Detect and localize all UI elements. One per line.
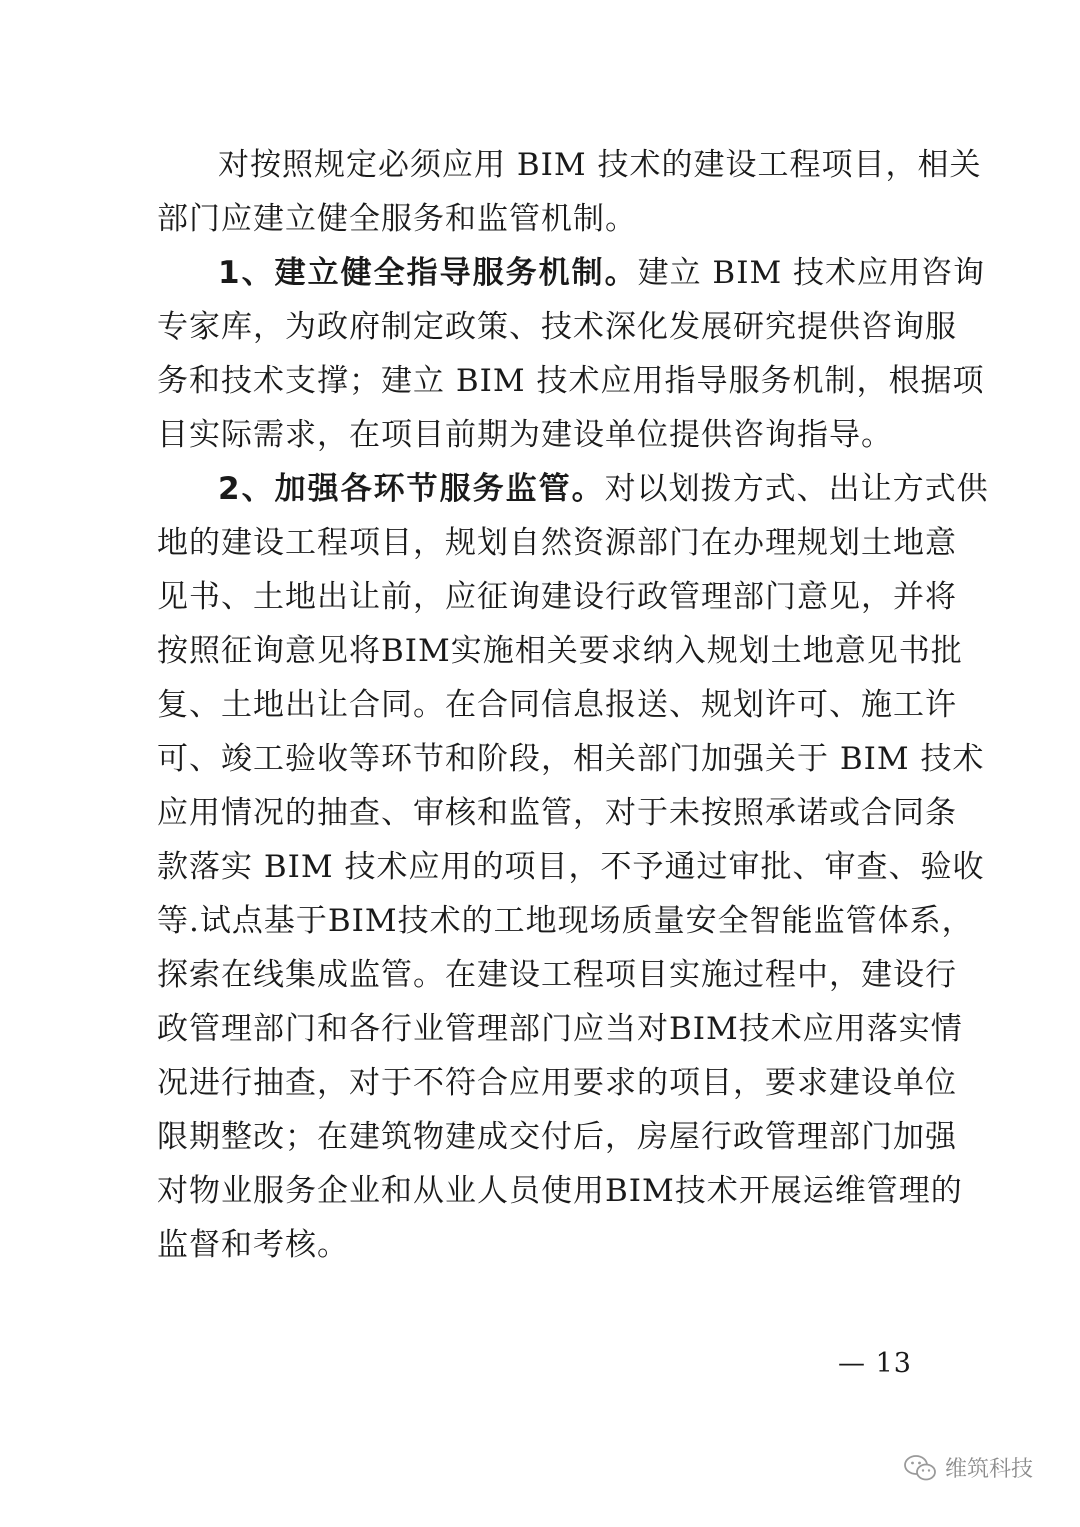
watermark-text: 维筑科技 bbox=[945, 1457, 1034, 1482]
text-line bbox=[157, 246, 986, 300]
text-line: 应用情况的抽查、审核和监管，对于未按照承诺或合同条 bbox=[157, 795, 957, 831]
text-line: 政管理部门和各行业管理部门应当对BIM技术应用落实情 bbox=[157, 1011, 963, 1047]
source-watermark bbox=[903, 1452, 1033, 1483]
text-line: 况进行抽查，对于不符合应用要求的项目，要求建设单位 bbox=[157, 1065, 957, 1101]
text-line bbox=[157, 462, 989, 516]
text-line: 款落实 BIM 技术应用的项目，不予通过审批、审查、验收 bbox=[157, 849, 985, 885]
page-number: — 13 bbox=[838, 1348, 912, 1379]
text-line: 对物业服务企业和从业人员使用BIM技术开展运维管理的 bbox=[157, 1173, 963, 1209]
document-body bbox=[157, 138, 989, 1272]
section-heading: 2、加强各环节服务监管。 bbox=[218, 471, 605, 507]
text-line: 地的建设工程项目，规划自然资源部门在办理规划土地意 bbox=[157, 525, 957, 561]
text-line: 监督和考核。 bbox=[157, 1227, 349, 1263]
text-line: 部门应建立健全服务和监管机制。 bbox=[157, 201, 637, 237]
text-line: 对按照规定必须应用 BIM 技术的建设工程项目，相关 bbox=[218, 147, 982, 183]
text-line: 按照征询意见将BIM实施相关要求纳入规划土地意见书批 bbox=[157, 633, 963, 669]
text-line: 可、竣工验收等环节和阶段，相关部门加强关于 BIM 技术 bbox=[157, 741, 985, 777]
section-heading: 1、建立健全指导服务机制。 bbox=[218, 255, 638, 291]
heading-line-rest: 对以划拨方式、出让方式供 bbox=[604, 471, 989, 507]
text-line: 务和技术支撑；建立 BIM 技术应用指导服务机制，根据项 bbox=[157, 363, 985, 399]
text-line: 等.试点基于BIM技术的工地现场质量安全智能监管体系， bbox=[157, 903, 974, 939]
text-line: 限期整改；在建筑物建成交付后，房屋行政管理部门加强 bbox=[157, 1119, 957, 1155]
text-line: 见书、土地出让前，应征询建设行政管理部门意见，并将 bbox=[157, 579, 957, 615]
heading-line-rest: 建立 BIM 技术应用咨询 bbox=[637, 255, 986, 291]
text-line: 探索在线集成监管。在建设工程项目实施过程中，建设行 bbox=[157, 957, 957, 993]
wechat-icon bbox=[903, 1454, 937, 1482]
text-line: 复、土地出让合同。在合同信息报送、规划许可、施工许 bbox=[157, 687, 957, 723]
text-line: 目实际需求，在项目前期为建设单位提供咨询指导。 bbox=[157, 417, 893, 453]
text-line: 专家库，为政府制定政策、技术深化发展研究提供咨询服 bbox=[157, 309, 957, 345]
